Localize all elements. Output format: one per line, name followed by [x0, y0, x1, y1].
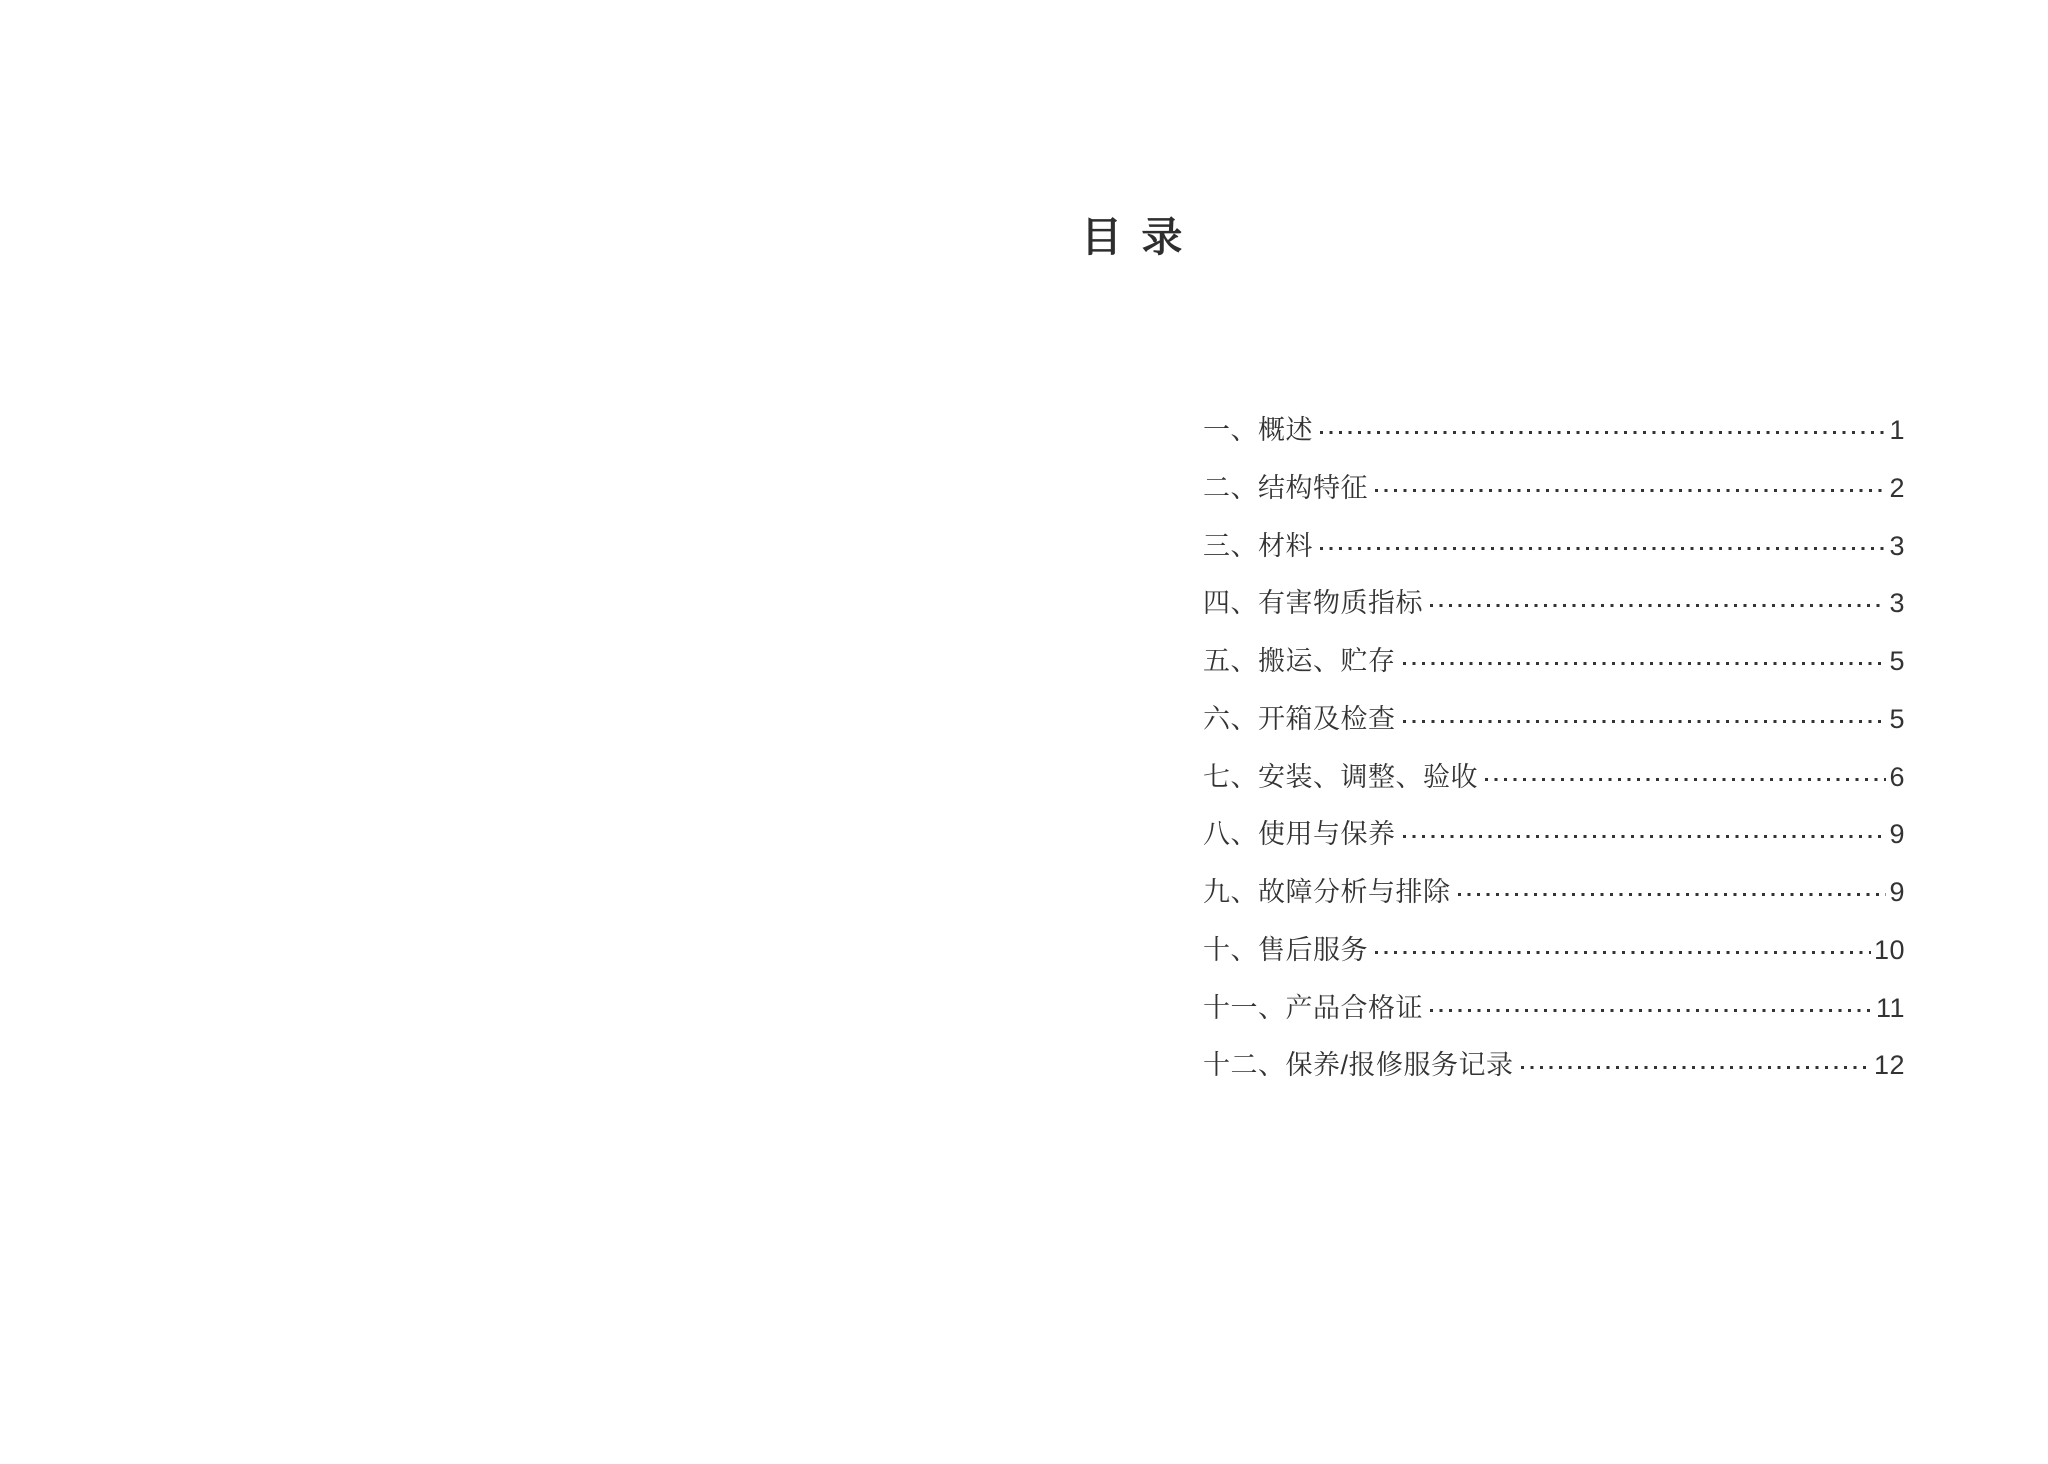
toc-entry-label: 八、使用与保养	[1203, 819, 1396, 850]
toc-entry-label: 二、结构特征	[1203, 472, 1368, 503]
toc-leader-dots	[1521, 1066, 1871, 1069]
toc-entry	[1203, 633, 1905, 691]
toc-leader-dots	[1375, 951, 1871, 954]
toc-leader-dots	[1403, 720, 1887, 723]
toc-entry-label: 十、售后服务	[1203, 934, 1368, 965]
toc-entry-page: 3	[1889, 530, 1905, 561]
toc-entry-page: 1	[1889, 415, 1905, 445]
toc-leader-dots	[1320, 547, 1886, 550]
toc-leader-dots	[1320, 431, 1886, 434]
toc-entry-page: 12	[1873, 1050, 1905, 1081]
toc-entry-label: 六、开箱及检查	[1203, 703, 1396, 734]
toc-leader-dots	[1430, 1009, 1873, 1012]
toc-entry	[1203, 980, 1905, 1038]
toc-leader-dots	[1375, 489, 1886, 492]
toc-entry-label: 十一、产品合格证	[1203, 992, 1423, 1023]
toc-entry-label: 一、概述	[1203, 415, 1313, 445]
toc-entry	[1203, 691, 1905, 749]
toc-leader-dots	[1403, 662, 1887, 665]
toc-entry	[1203, 922, 1905, 980]
toc-entry-page: 5	[1889, 646, 1905, 676]
page-title: 目 录	[1081, 214, 1187, 260]
toc-entry-label: 十二、保养/报修服务记录	[1203, 1050, 1514, 1081]
toc-entry	[1203, 749, 1905, 807]
toc-entry-page: 11	[1875, 992, 1905, 1023]
toc-list	[1203, 402, 1905, 1095]
toc-entry-label: 七、安装、调整、验收	[1203, 761, 1478, 792]
toc-entry-page: 6	[1889, 761, 1905, 792]
toc-entry	[1203, 402, 1905, 460]
toc-entry-label: 五、搬运、贮存	[1203, 646, 1396, 676]
toc-leader-dots	[1403, 835, 1887, 838]
toc-entry-label: 三、材料	[1203, 530, 1313, 561]
toc-entry	[1203, 575, 1905, 633]
toc-leader-dots	[1485, 778, 1886, 781]
toc-entry-label: 九、故障分析与排除	[1203, 877, 1451, 907]
toc-entry	[1203, 806, 1905, 864]
toc-leader-dots	[1430, 604, 1886, 607]
toc-entry-page: 5	[1889, 703, 1905, 734]
toc-entry	[1203, 460, 1905, 518]
toc-entry-label: 四、有害物质指标	[1203, 588, 1423, 619]
toc-entry-page: 9	[1889, 819, 1905, 850]
toc-entry	[1203, 518, 1905, 576]
toc-entry	[1203, 1037, 1905, 1095]
toc-entry	[1203, 864, 1905, 922]
toc-entry-page: 2	[1889, 472, 1905, 503]
toc-entry-page: 10	[1873, 934, 1905, 965]
toc-entry-page: 3	[1889, 588, 1905, 619]
toc-entry-page: 9	[1889, 877, 1905, 907]
toc-leader-dots	[1458, 893, 1887, 896]
